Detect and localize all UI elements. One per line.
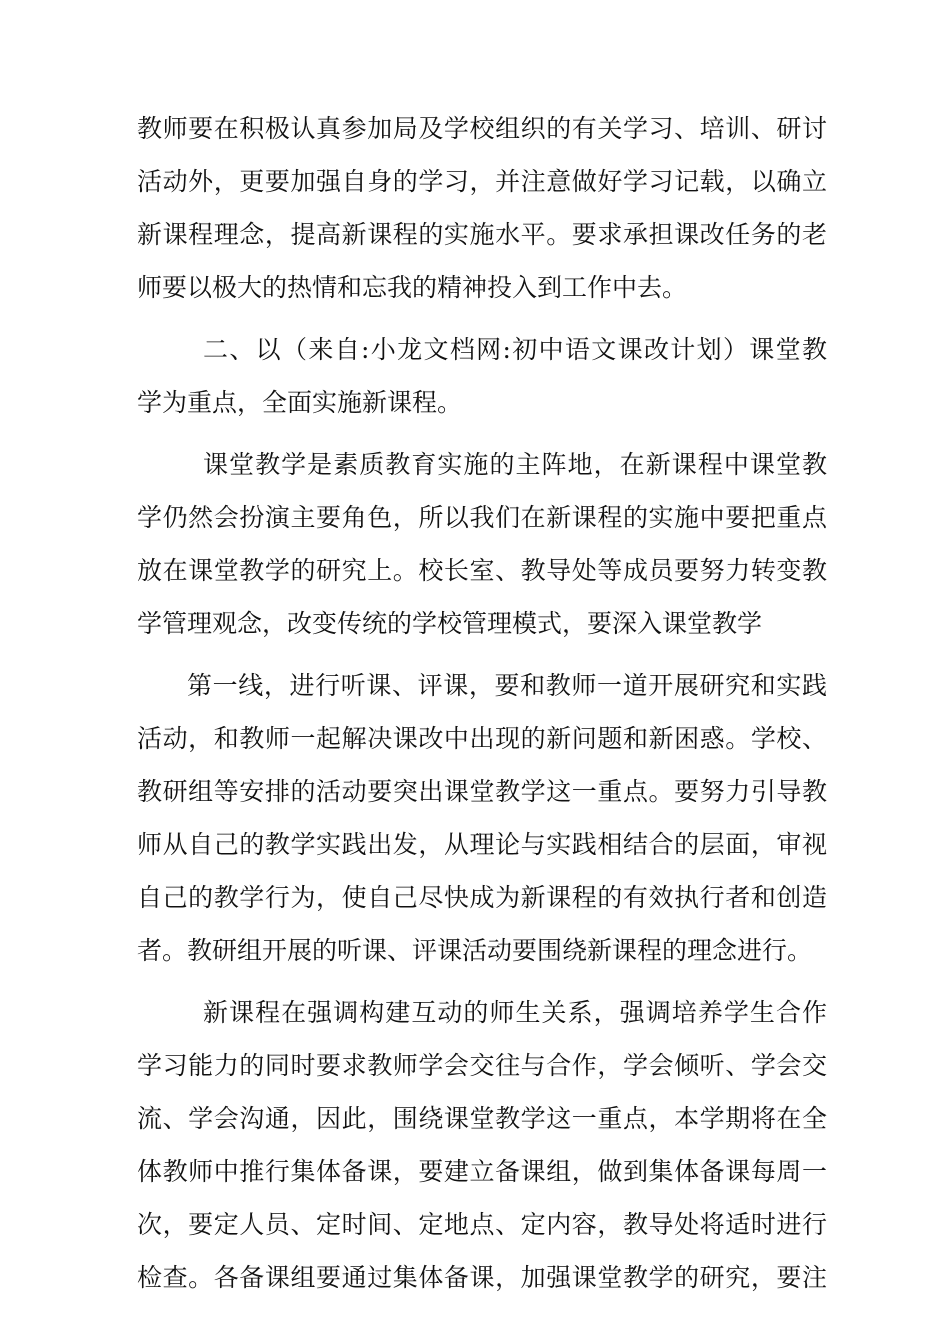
text-line: 学为重点，全面实施新课程。: [137, 388, 463, 417]
text-line: 者。教研组开展的听课、评课活动要围绕新课程的理念进行。: [137, 936, 813, 965]
text-line: 活动外，更要加强自身的学习，并注意做好学习记载，以确立: [137, 167, 827, 196]
text-line: 学习能力的同时要求教师学会交往与合作，学会倾听、学会交: [137, 1051, 827, 1080]
text-line: 放在课堂教学的研究上。校长室、教导处等成员要努力转变教: [137, 556, 827, 585]
text-line: 课堂教学是素质教育实施的主阵地，在新课程中课堂教: [203, 450, 827, 479]
text-line: 检查。各备课组要通过集体备课，加强课堂教学的研究，要注: [137, 1263, 827, 1292]
text-line: 自己的教学行为，使自己尽快成为新课程的有效执行者和创造: [137, 883, 827, 912]
text-line: 学仍然会扮演主要角色，所以我们在新课程的实施中要把重点: [137, 503, 827, 532]
text-line: 新课程理念，提高新课程的实施水平。要求承担课改任务的老: [137, 220, 827, 249]
text-line: 次，要定人员、定时间、定地点、定内容，教导处将适时进行: [137, 1210, 827, 1239]
text-line: 新课程在强调构建互动的师生关系，强调培养学生合作: [203, 998, 827, 1027]
paragraph-1: [137, 102, 827, 314]
text-line: 学管理观念，改变传统的学校管理模式，要深入课堂教学: [137, 609, 763, 638]
text-line: 师要以极大的热情和忘我的精神投入到工作中去。: [137, 273, 688, 302]
text-line: 活动，和教师一起解决课改中出现的新问题和新困惑。学校、: [137, 724, 827, 753]
paragraph-5: [137, 986, 827, 1304]
paragraph-3: [137, 438, 827, 650]
text-line: 二、以（来自:小龙文档网:初中语文课改计划）课堂教: [203, 335, 827, 364]
text-line: 流、学会沟通，因此，围绕课堂教学这一重点，本学期将在全: [137, 1104, 827, 1133]
paragraph-2: [137, 323, 827, 429]
text-line: 第一线，进行听课、评课，要和教师一道开展研究和实践: [187, 671, 827, 700]
text-line: 师从自己的教学实践出发，从理论与实践相结合的层面，审视: [137, 830, 827, 859]
text-line: 教研组等安排的活动要突出课堂教学这一重点。要努力引导教: [137, 777, 827, 806]
text-line: 体教师中推行集体备课，要建立备课组，做到集体备课每周一: [137, 1157, 827, 1186]
text-line: 教师要在积极认真参加局及学校组织的有关学习、培训、研讨: [137, 114, 827, 143]
document-body: [137, 102, 827, 1304]
paragraph-4: [137, 659, 827, 977]
